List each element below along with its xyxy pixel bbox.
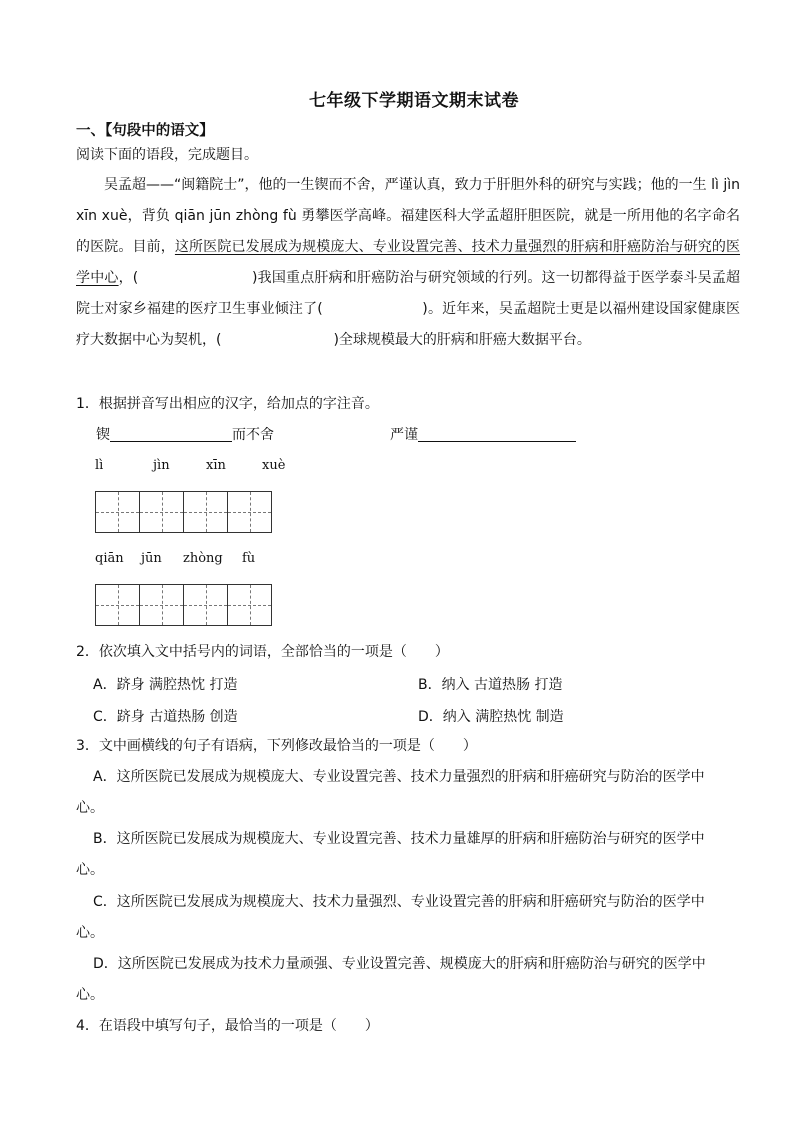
pinyin-label: xīn <box>206 458 226 473</box>
q3-option-d-line-2: 心。 <box>76 987 104 1003</box>
q2-option-c[interactable]: C．跻身 古道热肠 创造 <box>93 709 238 725</box>
grid-cell[interactable] <box>228 585 272 625</box>
q3-option-b-line-1: B．这所医院已发展成为规模庞大、专业设置完善、技术力量雄厚的肝病和肝癌防治与研究的医学中 <box>93 831 705 847</box>
reading-instruction: 阅读下面的语段，完成题目。 <box>76 147 258 163</box>
passage-part-2: ，( <box>118 270 139 286</box>
pinyin-label: lì <box>95 458 104 473</box>
passage-blank-1[interactable] <box>138 270 252 286</box>
question-4-stem: 4．在语段中填写句子，最恰当的一项是（ ） <box>76 1018 379 1034</box>
grid-cell[interactable] <box>140 492 184 532</box>
q3-option-c-line-2: 心。 <box>76 925 104 941</box>
q1-fill-2 <box>390 425 576 445</box>
q1-fill-2-prefix: 严谨 <box>390 427 418 443</box>
grid-cell[interactable] <box>96 585 140 625</box>
q1-fill-1-blank[interactable] <box>110 425 232 442</box>
q2-option-d[interactable]: D．纳入 满腔热忱 制造 <box>418 709 564 725</box>
underlined-sentence: 这所医院已发展成为规模庞大、专业设置完善、技术力量强烈的肝病和肝癌防治与研究的医学中心 <box>76 239 741 286</box>
passage-part-1: 吴孟超——“闽籍院士”，他的一生锲而不舍，严谨认真，致力于肝胆外科的研究与实践；他的一生 lì jìn xīn xuè，背负 qiān jūn zhòng fù 勇攀医学高峰。福建医科大学孟超肝胆医院，就是一所用他的名字命名的医院。目前， <box>76 177 740 255</box>
writing-grid-1 <box>95 491 272 533</box>
question-2-stem: 2．依次填入文中括号内的词语，全部恰当的一项是（ ） <box>76 644 449 660</box>
grid-cell[interactable] <box>184 492 228 532</box>
q3-option-d-line-1: D．这所医院已发展成为技术力量顽强、专业设置完善、规模庞大的肝病和肝癌防治与研究的医学中 <box>93 956 706 972</box>
q2-option-a[interactable]: A．跻身 满腔热忱 打造 <box>93 677 238 693</box>
pinyin-label: jìn <box>153 458 170 473</box>
q1-fill-1-prefix: 锲 <box>96 427 110 443</box>
pinyin-label: fù <box>242 551 256 566</box>
q3-option-b-line-2: 心。 <box>76 862 104 878</box>
q1-fill-1-suffix: 而不舍 <box>232 427 274 443</box>
grid-cell[interactable] <box>228 492 272 532</box>
q3-option-a-line-2: 心。 <box>76 800 104 816</box>
pinyin-label: xuè <box>262 458 286 473</box>
passage-part-3: )我国重点肝病和肝癌防治与研究领域的行列。这一切都得益于医学泰斗吴孟超院士对家乡福建的医疗卫生事业倾注了( <box>76 270 741 317</box>
q2-option-b[interactable]: B．纳入 古道热肠 打造 <box>418 677 563 693</box>
passage-part-5: )全球规模最大的肝病和肝癌大数据平台。 <box>333 332 591 348</box>
question-1-stem: 1．根据拼音写出相应的汉字，给加点的字注音。 <box>76 396 379 412</box>
q3-option-a-line-1: A．这所医院已发展成为规模庞大、专业设置完善、技术力量强烈的肝病和肝癌研究与防治的医学中 <box>93 769 705 785</box>
pinyin-label: jūn <box>141 551 162 566</box>
pinyin-label: qiān <box>95 551 124 566</box>
grid-cell[interactable] <box>96 492 140 532</box>
writing-grid-2 <box>95 584 272 626</box>
q1-fill-1 <box>96 425 274 445</box>
page-title: 七年级下学期语文期末试卷 <box>309 91 519 111</box>
q3-option-c-line-1: C．这所医院已发展成为规模庞大、技术力量强烈、专业设置完善的肝病和肝癌研究与防治的医学中 <box>93 894 705 910</box>
passage-blank-3[interactable] <box>221 332 333 348</box>
section-heading: 一、【句段中的语文】 <box>76 123 214 139</box>
pinyin-label: zhòng <box>183 551 223 566</box>
q1-fill-2-blank[interactable] <box>418 425 576 442</box>
passage-blank-2[interactable] <box>323 301 423 317</box>
reading-passage <box>76 170 740 356</box>
grid-cell[interactable] <box>184 585 228 625</box>
passage-part-4: )。近年来，吴孟超院士更是以福州建设国家健康医疗大数据中心为契机，( <box>76 301 740 348</box>
question-3-stem: 3．文中画横线的句子有语病，下列修改最恰当的一项是（ ） <box>76 738 477 754</box>
grid-cell[interactable] <box>140 585 184 625</box>
